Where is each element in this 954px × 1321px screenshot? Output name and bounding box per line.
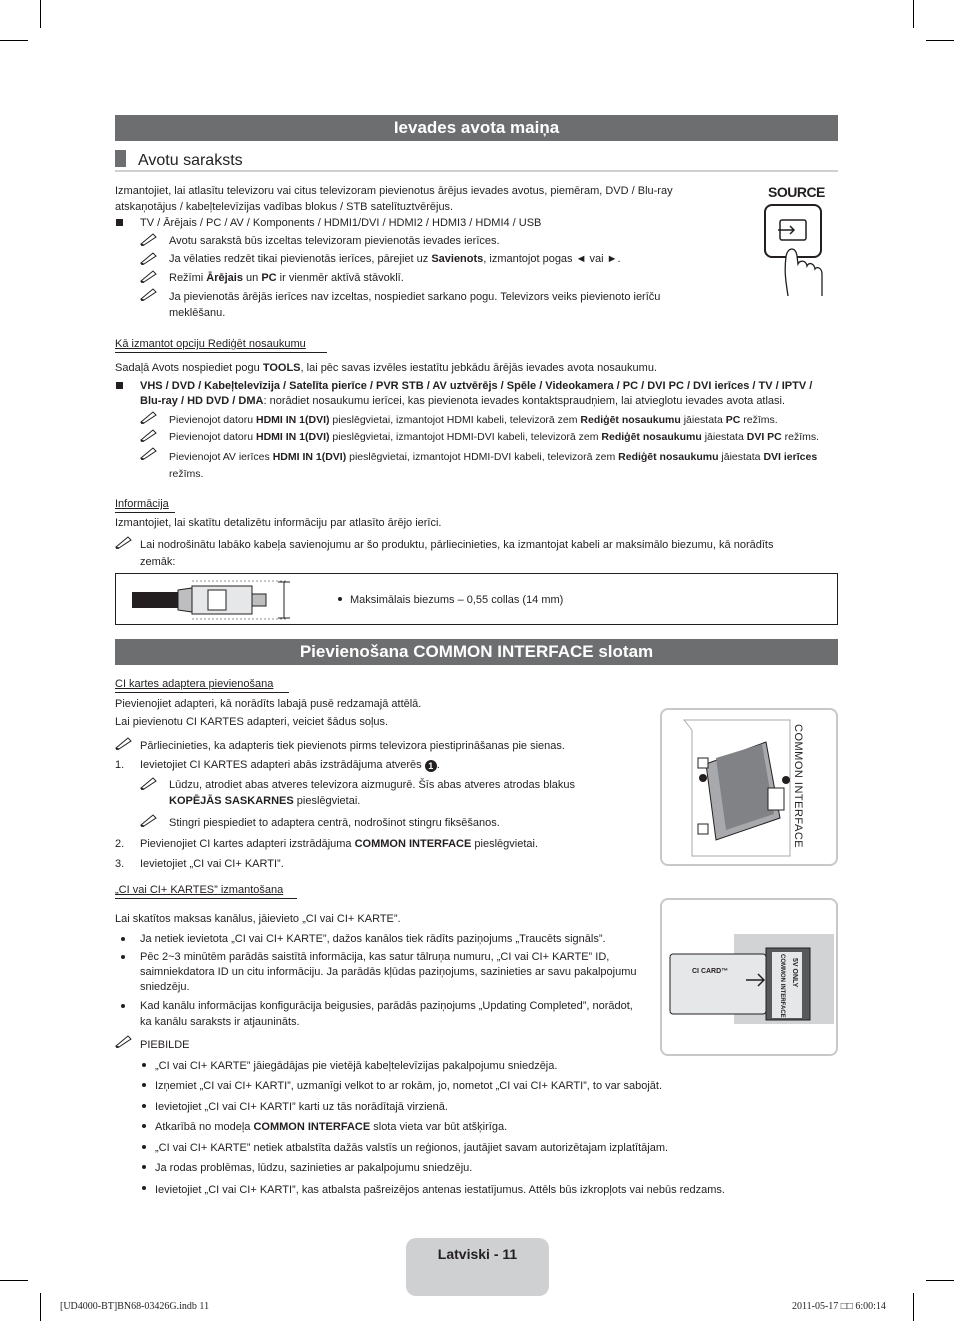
step-text xyxy=(140,836,640,852)
crop-mark xyxy=(40,0,41,28)
note-pencil-icon xyxy=(140,287,158,301)
note-pencil-icon xyxy=(140,813,158,827)
note-pencil-icon xyxy=(140,776,158,790)
subsection-title xyxy=(115,150,838,172)
page-number: Latviski - 11 xyxy=(437,1246,518,1262)
bullet-dot xyxy=(142,1165,146,1169)
bullet-dot xyxy=(338,597,342,601)
text-run: Atkarībā no modeļa xyxy=(155,1121,254,1133)
crop-mark xyxy=(926,40,954,41)
info-text: Izmantojiet, lai skatītu detalizētu informāciju par atlasīto ārējo ierīci. xyxy=(115,517,442,529)
text-run: Pievienojot AV ierīces xyxy=(169,451,273,463)
note-pencil-icon xyxy=(140,410,158,424)
note-pencil-icon xyxy=(140,428,158,442)
note-heading: PIEBILDE xyxy=(140,1039,190,1051)
text-run: pieslēgvietai, izmantojot HDMI-DVI kabeli, televizorā zem xyxy=(329,431,602,443)
text-run-bold: HDMI IN 1(DVI) xyxy=(255,414,330,426)
note-pencil-icon xyxy=(140,269,158,283)
bullet-dot xyxy=(142,1145,146,1149)
crop-mark xyxy=(913,1293,914,1321)
source-button-hand-icon xyxy=(760,202,830,298)
text-run: Sadaļā Avots nospiediet pogu xyxy=(115,362,263,374)
text-run-bold: KOPĒJĀS SASKARNES xyxy=(169,795,294,807)
text-run: slota vieta var būt atšķirīga. xyxy=(370,1121,508,1133)
info-note-cont: zemāk: xyxy=(140,556,176,568)
text-run: , izmantojot pogas ◄ vai ►. xyxy=(483,253,621,265)
page-number-tab xyxy=(406,1238,549,1296)
text-run: Pievienojot datoru xyxy=(169,414,256,426)
note-pencil-icon xyxy=(140,251,158,265)
square-bullet xyxy=(116,219,123,226)
cable-thickness-box xyxy=(115,573,838,625)
ci-heading: CI kartes adaptera pievienošana xyxy=(115,678,274,690)
step-number: 2. xyxy=(115,838,125,850)
text-run: Režīmi xyxy=(169,272,207,284)
rename-note xyxy=(169,412,839,428)
text-run-bold: Rediģēt nosaukumu xyxy=(601,431,702,443)
note-pencil-icon xyxy=(140,446,158,460)
info-note: Lai nodrošinātu labāko kabeļa savienojumu ar šo produktu, pārliecinieties, ka izmantojat kabeli ar maksimālo biezumu, kā norādīts xyxy=(140,539,774,551)
note-pencil-icon xyxy=(115,1034,133,1048)
note-bullet: Ja rodas problēmas, lūdzu, sazinieties ar pakalpojumu sniedzēju. xyxy=(155,1162,473,1174)
text-run-bold: Rediģēt nosaukumu xyxy=(618,451,719,463)
text-run-bold: Blu-ray / HD DVD / DMA xyxy=(140,395,264,407)
callout-number-1: 1 xyxy=(425,760,437,772)
ci-card-illustration xyxy=(660,898,838,1056)
note-bullet: Ievietojiet „CI vai CI+ KARTI”, kas atbalsta pašreizējos antenas iestatījumus. Attēls būs izkropļots vai nebūs redzams. xyxy=(155,1184,725,1196)
text-run: Pievienojot datoru xyxy=(169,431,256,443)
text-run: pieslēgvietai, izmantojot HDMI kabeli, televizorā zem xyxy=(329,414,581,426)
heading-underline xyxy=(115,898,297,899)
text-run: : norādiet nosaukumu ierīcei, kas pievienota ievades kontaktspraudņiem, lai atvieglotu ievades avota atlasi. xyxy=(263,395,786,407)
heading-underline xyxy=(115,352,327,353)
note-bullet: Izņemiet „CI vai CI+ KARTI”, uzmanīgi velkot to ar rokām, jo, nometot „CI vai CI+ KARTI”, to var sabojāt. xyxy=(155,1080,662,1092)
text-run: Pievienojiet CI kartes adapteri izstrādājuma xyxy=(140,838,355,850)
text-run: jāiestata xyxy=(701,431,747,443)
ci-note: Pārliecinieties, ka adapteris tiek pievienots pirms televizora piestiprināšanas pie sienas. xyxy=(140,740,565,752)
text-run-bold: Savienots xyxy=(431,253,484,265)
step-note-cont xyxy=(169,793,639,809)
crop-mark xyxy=(40,1293,41,1321)
text-run-bold: PC xyxy=(725,414,741,426)
text-run: jāiestata xyxy=(718,451,764,463)
text-run: Ievietojiet CI KARTES adapteri abās izstrādājuma atverēs xyxy=(140,759,425,771)
note-bullet: „CI vai CI+ KARTE” netiek atbalstīta dažās valstīs un reģionos, jautājiet savam autorizētajam izplatītājam. xyxy=(155,1142,669,1154)
note-text xyxy=(169,270,709,286)
ci-adapter-illustration xyxy=(660,708,838,866)
names-line: VHS / DVD / Kabeļtelevīzija / Satelīta pierīce / PVR STB / AV uztvērējs / Spēle / Videokamera / PC / DVI PC / DVI ierīces / TV / IPTV / xyxy=(140,380,813,392)
rename-note xyxy=(169,429,839,445)
text-run-bold: PC xyxy=(261,272,277,284)
bullet-dot xyxy=(142,1186,146,1190)
info-heading: Informācija xyxy=(115,498,169,510)
ci-use-text: Lai skatītos maksas kanālus, jāievieto „CI vai CI+ KARTE”. xyxy=(115,913,401,925)
rename-note xyxy=(169,449,834,465)
text-run-bold: Ārējais xyxy=(206,272,243,284)
bullet-dot xyxy=(121,937,125,941)
ci-card-label: CI CARD™ xyxy=(692,968,729,975)
note-text: Ja pievienotās ārējās ierīces nav izceltas, nospiediet sarkano pogu. Televizors veiks pievienoto ierīču meklēšanu. xyxy=(169,291,661,319)
text-run-bold: HDMI IN 1(DVI) xyxy=(255,431,330,443)
bullet-dot xyxy=(142,1063,146,1067)
source-label: SOURCE xyxy=(768,184,825,200)
bullet-dot xyxy=(142,1124,146,1128)
text-run-bold: DVI PC xyxy=(746,431,782,443)
intro-text: Izmantojiet, lai atlasītu televizoru vai citus televizoram pievienotus ārējus ievades avotus, piemēram, DVD / Blu-ray atskaņotājus / kabeļtelevīzijas vadības blokus / STB satelītuztvērējus. xyxy=(115,185,673,213)
heading-underline xyxy=(115,512,175,513)
crop-mark xyxy=(926,1280,954,1281)
crop-mark xyxy=(0,40,28,41)
ci-text: Pievienojiet adapteri, kā norādīts labajā pusē redzamajā attēlā. xyxy=(115,698,422,710)
bullet-dot xyxy=(142,1083,146,1087)
section-title-source: Ievades avota maiņa xyxy=(115,115,838,141)
text-run: Ja vēlaties redzēt tikai pievienotās ierīces, pārejiet uz xyxy=(169,253,432,265)
note-text xyxy=(169,251,729,267)
step-number: 1. xyxy=(115,759,125,771)
bullet-text: Pēc 2~3 minūtēm parādās saistītā informācija, kas satur tālruņa numuru, „CI vai CI+ KARTE” ID, xyxy=(140,951,610,963)
bullet-text: Kad kanālu informācijas konfigurācija beigusies, parādās paziņojums „Updating Completed”, norādot, xyxy=(140,1000,633,1012)
square-bullet xyxy=(116,382,123,389)
text-run-bold: COMMON INTERFACE xyxy=(354,838,472,850)
step-text: Ievietojiet „CI vai CI+ KARTI”. xyxy=(140,858,284,870)
text-run: ir vienmēr aktīvā stāvoklī. xyxy=(276,272,404,284)
bullet-text: ka kanālu saraksts ir atjaunināts. xyxy=(140,1016,300,1028)
note-pencil-icon xyxy=(140,232,158,246)
note-bullet: Ievietojiet „CI vai CI+ KARTI” karti uz tās norādītajā virzienā. xyxy=(155,1101,448,1113)
text-run: un xyxy=(242,272,262,284)
ci-text: Lai pievienotu CI KARTES adapteri, veiciet šādus soļus. xyxy=(115,716,389,728)
note-pencil-icon xyxy=(115,736,133,750)
step-text xyxy=(140,757,640,773)
text-run: režīms. xyxy=(781,431,820,443)
rename-text xyxy=(115,360,835,376)
max-thickness-text: Maksimālais biezums – 0,55 collas (14 mm) xyxy=(350,594,564,606)
bullet-text: sniedzēju. xyxy=(140,981,190,993)
text-run: pieslēgvietai. xyxy=(471,838,538,850)
bullet-dot xyxy=(121,955,125,959)
note-pencil-icon xyxy=(115,535,133,549)
text-run-bold: Rediģēt nosaukumu xyxy=(580,414,681,426)
note-bullet: „CI vai CI+ KARTE” jāiegādājas pie vietējā kabeļtelevīzijas pakalpojumu sniedzēja. xyxy=(155,1060,558,1072)
bullet-text: Ja netiek ievietota „CI vai CI+ KARTE”, dažos kanālos tiek rādīts paziņojums „Traucēts signāls”. xyxy=(140,933,606,945)
print-slug-right: 2011-05-17 □□ 6:00:14 xyxy=(792,1301,886,1312)
heading-marker xyxy=(115,150,126,167)
text-run-bold: DVI ierīces xyxy=(763,451,818,463)
common-interface-label: COMMON INTERFACE xyxy=(792,724,804,849)
text-run: pieslēgvietai, izmantojot HDMI-DVI kabeli, televizorā zem xyxy=(346,451,619,463)
rename-heading: Kā izmantot opciju Rediģēt nosaukumu xyxy=(115,338,306,350)
slot-label: COMMON INTERFACE xyxy=(779,954,785,1018)
text-run-bold: TOOLS xyxy=(262,362,301,374)
heading-underline xyxy=(115,692,289,693)
crop-mark xyxy=(0,1280,28,1281)
text-run-bold: HDMI IN 1(DVI) xyxy=(272,451,347,463)
ci-use-heading: „CI vai CI+ KARTES” izmantošana xyxy=(115,884,284,896)
hdmi-cable-icon xyxy=(130,580,300,620)
bullet-text: saimniekdatora ID un citu informāciju. Ja parādās kļūdas paziņojums, sazinieties ar savu pakalpojumu xyxy=(140,966,637,978)
step-number: 3. xyxy=(115,858,125,870)
text-run-bold: COMMON INTERFACE xyxy=(253,1121,371,1133)
section-title-ci: Pievienošana COMMON INTERFACE slotam xyxy=(115,639,838,665)
names-line xyxy=(140,393,840,409)
text-run: pieslēgvietai. xyxy=(293,795,361,807)
five-volt-label: 5V ONLY xyxy=(791,958,798,988)
crop-mark xyxy=(913,0,914,28)
bullet-dot xyxy=(142,1104,146,1108)
text-run: režīms. xyxy=(740,414,778,426)
step-note: Stingri piespiediet to adaptera centrā, nodrošinot stingru fiksēšanos. xyxy=(169,817,500,829)
step-note: Lūdzu, atrodiet abas atveres televizora aizmugurē. Šīs abas atveres atrodas blakus xyxy=(169,779,576,791)
print-slug-left: [UD4000-BT]BN68-03426G.indb 11 xyxy=(60,1301,210,1312)
note-text: Avotu sarakstā būs izceltas televizoram pievienotās ievades ierīces. xyxy=(169,235,500,247)
rename-note-cont: režīms. xyxy=(169,468,204,480)
note-bullet xyxy=(155,1119,835,1135)
text-run: . xyxy=(436,759,440,771)
text-run: , lai pēc savas izvēles iestatītu jebkādu ārējās ievades avota nosaukumu. xyxy=(300,362,657,374)
text-run: jāiestata xyxy=(680,414,726,426)
sources-line: TV / Ārējais / PC / AV / Komponents / HDMI1/DVI / HDMI2 / HDMI3 / HDMI4 / USB xyxy=(140,217,542,229)
bullet-dot xyxy=(121,1004,125,1008)
subsection-label: Avotu saraksts xyxy=(138,152,243,169)
